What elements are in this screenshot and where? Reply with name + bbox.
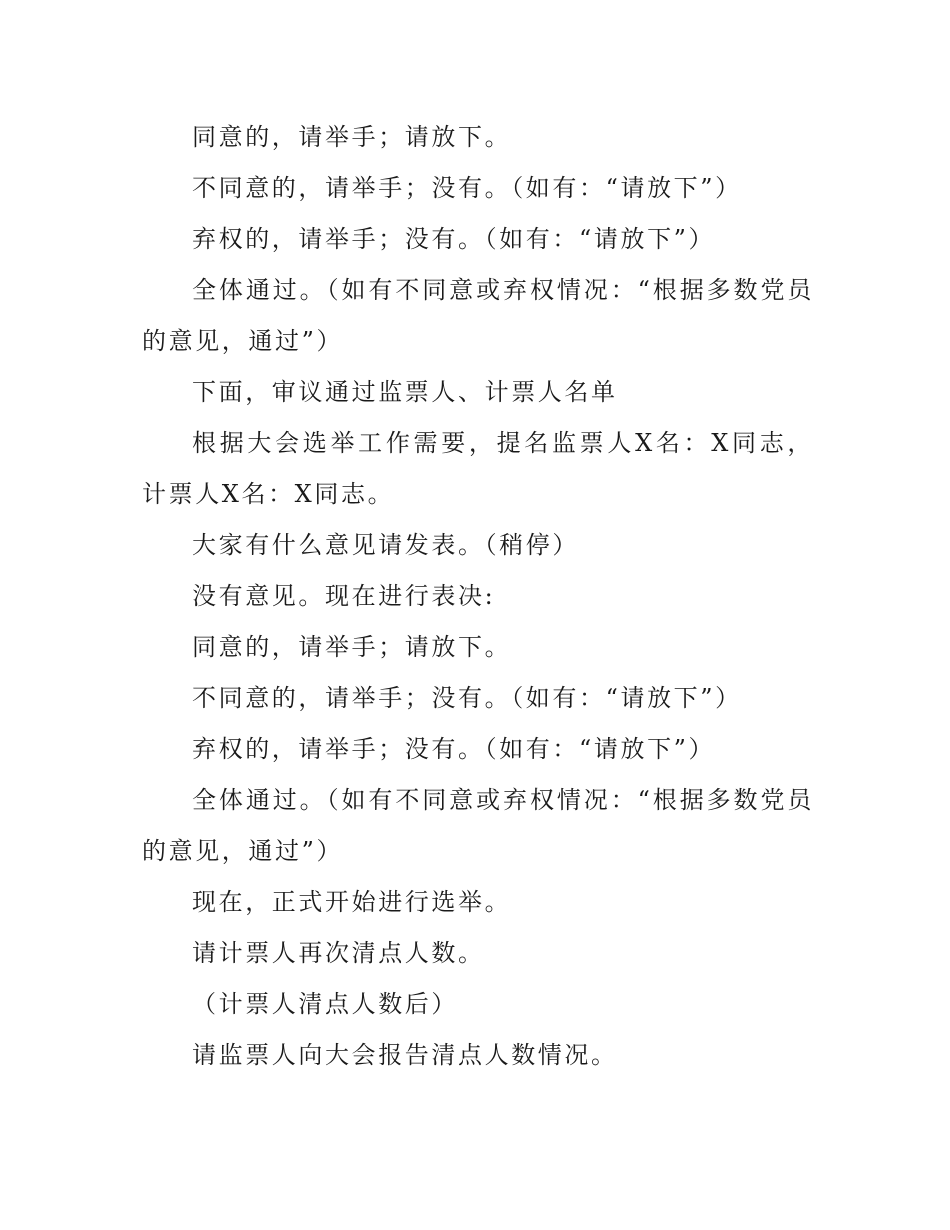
paragraph: 弃权的，请举手；没有。（如有：“请放下”） [192, 735, 716, 763]
paragraph: 弃权的，请举手；没有。（如有：“请放下”） [192, 225, 716, 253]
paragraph: 同意的，请举手；请放下。 [192, 633, 512, 661]
paragraph: 大家有什么意见请发表。（稍停） [192, 531, 579, 559]
paragraph: 请监票人向大会报告清点人数情况。 [192, 1041, 618, 1069]
document-body [142, 112, 814, 1081]
paragraph: 不同意的，请举手；没有。（如有：“请放下”） [192, 174, 742, 202]
paragraph: 请计票人再次清点人数。 [192, 939, 485, 967]
paragraph: 没有意见。现在进行表决: [192, 582, 496, 610]
paragraph: 根据大会选举工作需要，提名监票人X名：X同志，计票人X名：X同志。 [142, 429, 814, 508]
paragraph: （计票人清点人数后） [192, 990, 458, 1018]
paragraph: 全体通过。（如有不同意或弃权情况：“根据多数党员的意见，通过”） [142, 276, 814, 355]
paragraph: 同意的，请举手；请放下。 [192, 123, 512, 151]
paragraph: 全体通过。（如有不同意或弃权情况：“根据多数党员的意见，通过”） [142, 786, 814, 865]
paragraph: 现在，正式开始进行选举。 [192, 888, 512, 916]
paragraph: 下面，审议通过监票人、计票人名单 [192, 378, 618, 406]
paragraph: 不同意的，请举手；没有。（如有：“请放下”） [192, 684, 742, 712]
